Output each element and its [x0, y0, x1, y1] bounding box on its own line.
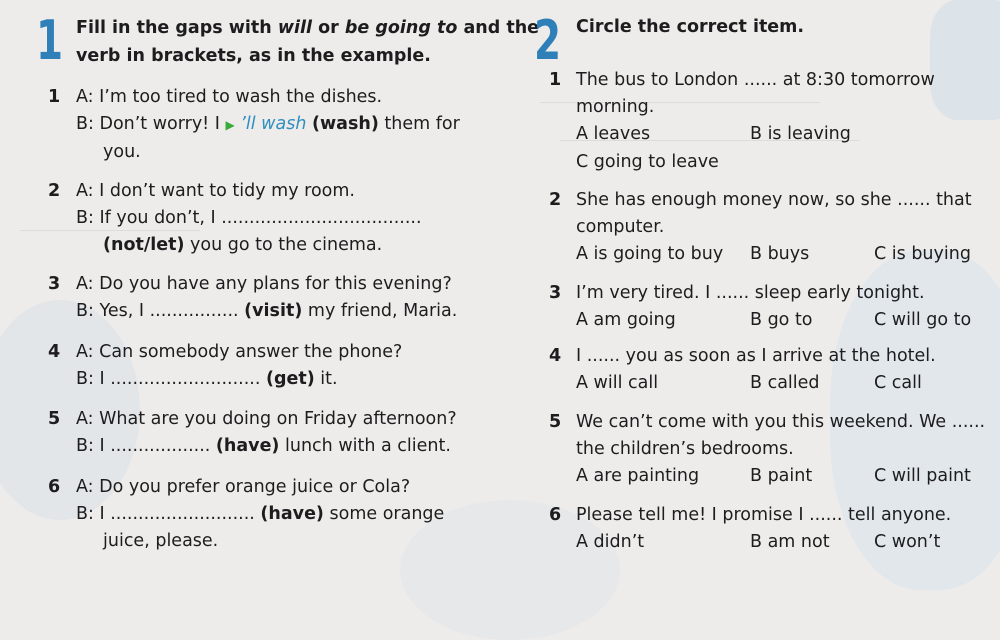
question-number: 4 [549, 346, 562, 366]
question-number: 5 [549, 412, 562, 432]
question-number: 1 [549, 70, 562, 90]
question-number: 6 [549, 505, 562, 525]
option-a[interactable]: A am going [576, 310, 676, 330]
question-text: We can’t come with you this weekend. We ...... [576, 412, 986, 432]
example-answer: ’ll wash [240, 114, 307, 134]
option-b[interactable]: B buys [750, 244, 810, 264]
option-b[interactable]: B is leaving [750, 124, 851, 144]
option-c[interactable]: C call [874, 373, 922, 393]
dialogue-line-c: you. [103, 142, 141, 162]
option-c[interactable]: C will paint [874, 466, 971, 486]
exercise-instructions-line2: verb in brackets, as in the example. [76, 46, 431, 66]
item-number: 3 [48, 274, 61, 294]
option-a[interactable]: A are painting [576, 466, 700, 486]
dialogue-line-c: (not/let) you go to the cinema. [103, 235, 383, 255]
dialogue-line-a: A: I’m too tired to wash the dishes. [76, 87, 383, 107]
exercise-instructions: Circle the correct item. [576, 17, 805, 37]
dialogue-line-a: A: What are you doing on Friday afternoon? [76, 409, 457, 429]
item-number: 5 [48, 409, 61, 429]
question-text-line2: morning. [576, 97, 655, 117]
dialogue-line-a: A: I don’t want to tidy my room. [76, 181, 355, 201]
dialogue-line-a: A: Can somebody answer the phone? [76, 342, 403, 362]
item-number: 2 [48, 181, 61, 201]
option-a[interactable]: A is going to buy [576, 244, 724, 264]
dialogue-line-b: B: Don’t worry! I ▶ ’ll wash (wash) them for [76, 114, 460, 134]
question-number: 2 [549, 190, 562, 210]
option-c[interactable]: C going to leave [576, 152, 719, 172]
exercise-instructions: Fill in the gaps with will or be going to and the [76, 18, 540, 38]
item-number: 4 [48, 342, 61, 362]
question-number: 3 [549, 283, 562, 303]
option-b[interactable]: B called [750, 373, 820, 393]
option-b[interactable]: B paint [750, 466, 813, 486]
option-a[interactable]: A didn’t [576, 532, 645, 552]
dialogue-line-b: B: Yes, I ................ (visit) my friend, Maria. [76, 301, 458, 321]
dialogue-line-a: A: Do you prefer orange juice or Cola? [76, 477, 411, 497]
exercise-number: 2 [534, 9, 562, 72]
question-text: I’m very tired. I ...... sleep early tonight. [576, 283, 925, 303]
question-text: The bus to London ...... at 8:30 tomorrow [576, 70, 935, 90]
option-c[interactable]: C won’t [874, 532, 941, 552]
option-a[interactable]: A will call [576, 373, 659, 393]
option-b[interactable]: B am not [750, 532, 830, 552]
question-text: I ...... you as soon as I arrive at the hotel. [576, 346, 936, 366]
option-c[interactable]: C will go to [874, 310, 972, 330]
question-text: She has enough money now, so she ...... that [576, 190, 972, 210]
dialogue-line-b: B: I .......................... (have) some orange [76, 504, 445, 524]
option-c[interactable]: C is buying [874, 244, 971, 264]
dialogue-line-b: B: I .................. (have) lunch with a client. [76, 436, 451, 456]
dialogue-line-b: B: If you don’t, I .................................... [76, 208, 422, 228]
option-b[interactable]: B go to [750, 310, 813, 330]
dialogue-line-a: A: Do you have any plans for this evening? [76, 274, 452, 294]
item-number: 1 [48, 87, 61, 107]
show-through-line [20, 230, 200, 231]
exercise-number: 1 [36, 9, 64, 72]
item-number: 6 [48, 477, 61, 497]
question-text-line2: the children’s bedrooms. [576, 439, 794, 459]
question-text: Please tell me! I promise I ...... tell anyone. [576, 505, 952, 525]
play-arrow-icon: ▶ [225, 118, 235, 132]
background-shape [930, 0, 1000, 120]
dialogue-line-c: juice, please. [103, 531, 219, 551]
option-a[interactable]: A leaves [576, 124, 651, 144]
dialogue-line-b: B: I ........................... (get) it. [76, 369, 338, 389]
question-text-line2: computer. [576, 217, 665, 237]
